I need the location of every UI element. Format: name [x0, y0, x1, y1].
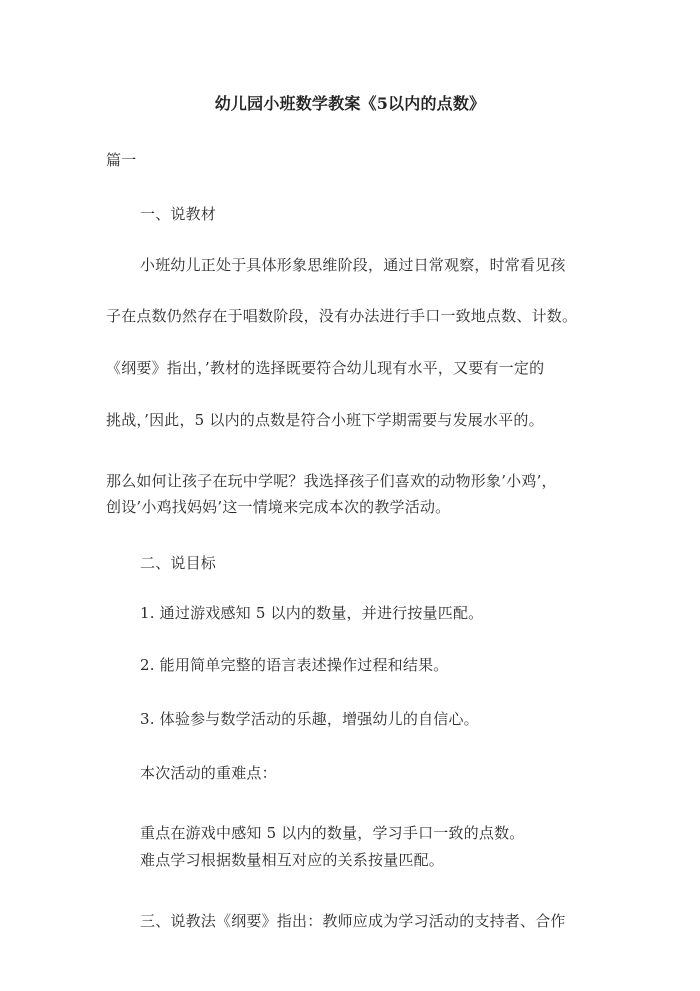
goal-item: 2. 能用简单完整的语言表述操作过程和结果。: [140, 656, 449, 674]
heading-teaching-material: 一、说教材: [140, 205, 217, 223]
paragraph-line: 挑战，’因此，5 以内的点数是符合小班下学期需要与发展水平的。: [106, 411, 544, 429]
paragraph-line: 创设’小鸡找妈妈’这一情境来完成本次的教学活动。: [106, 498, 451, 516]
paragraph-line: 那么如何让孩子在玩中学呢？我选择孩子们喜欢的动物形象’小鸡’，: [106, 472, 557, 490]
section-label: 篇一: [106, 151, 137, 169]
goal-item: 3. 体验参与数学活动的乐趣，增强幼儿的自信心。: [140, 710, 479, 728]
heading-teaching-method: 三、说教法《纲要》指出：教师应成为学习活动的支持者、合作: [140, 912, 566, 930]
paragraph-line: 小班幼儿正处于具体形象思维阶段，通过日常观察，时常看见孩: [140, 256, 566, 274]
keypoints-label: 本次活动的重难点：: [140, 764, 277, 782]
paragraph-line: 《纲要》指出，’教材的选择既要符合幼儿现有水平，又要有一定的: [106, 359, 545, 377]
keypoint-item: 重点在游戏中感知 5 以内的数量，学习手口一致的点数。: [140, 824, 525, 842]
goal-item: 1. 通过游戏感知 5 以内的数量，并进行按量匹配。: [140, 604, 484, 622]
paragraph-line: 子在点数仍然存在于唱数阶段，没有办法进行手口一致地点数、计数。: [106, 307, 578, 325]
document-title: 幼儿园小班数学教案《5以内的点数》: [214, 94, 486, 113]
keypoint-item: 难点学习根据数量相互对应的关系按量匹配。: [140, 851, 445, 869]
heading-objectives: 二、说目标: [140, 554, 217, 572]
